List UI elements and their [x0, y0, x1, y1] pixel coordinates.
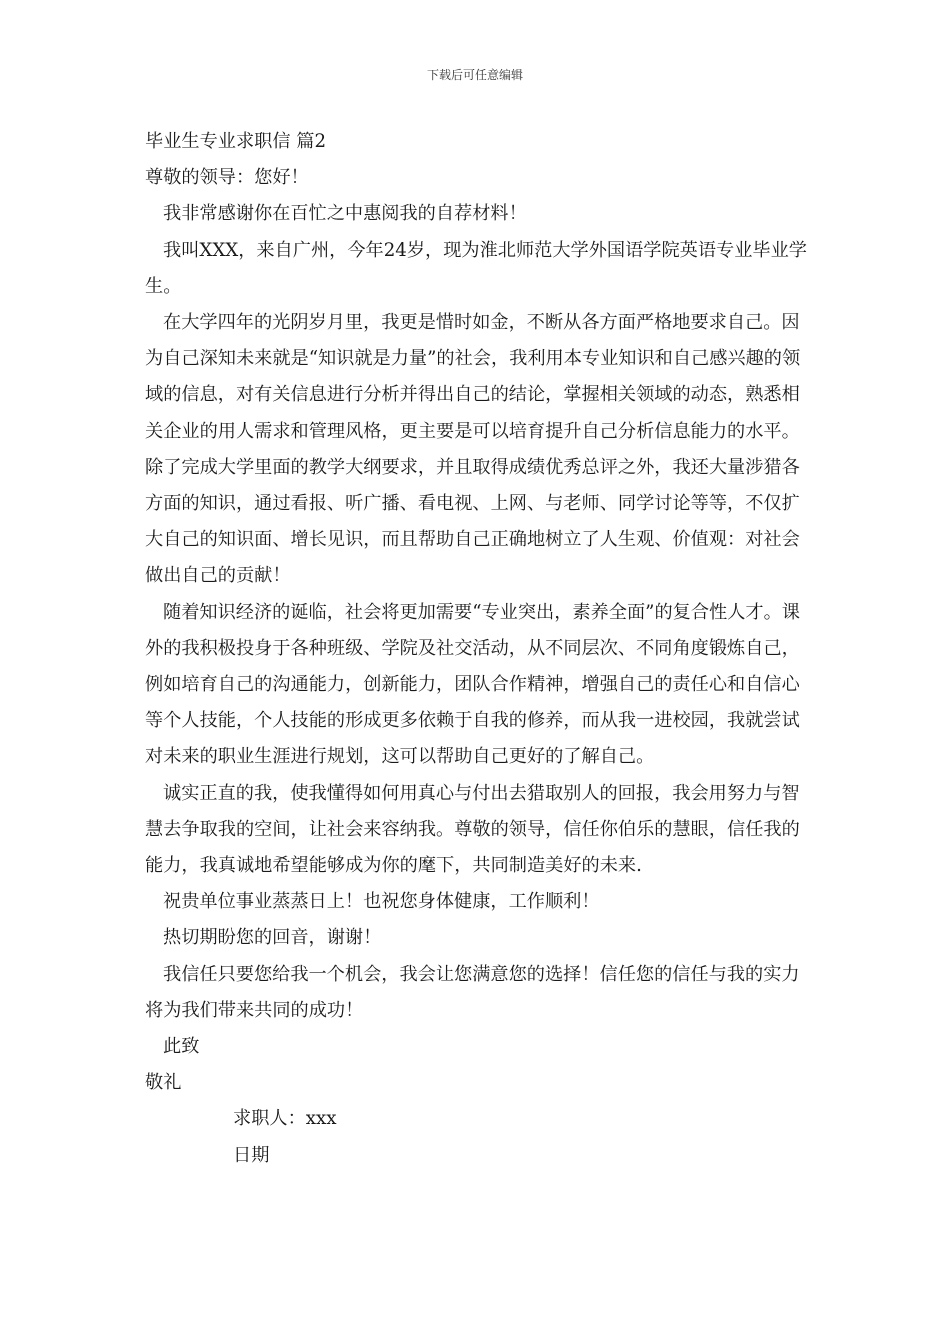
- letter-body: [145, 124, 810, 1174]
- paragraph-honesty: 诚实正直的我，使我懂得如何用真心与付出去猎取别人的回报，我会用努力与智慧去争取我的空间，让社会来容纳我。尊敬的领导，信任你伯乐的慧眼，信任我的能力，我真诚地希望能够成为你的麾下，共同制造美好的未来.: [145, 782, 800, 877]
- letter-greeting: 尊敬的领导：您好！: [145, 167, 309, 189]
- paragraph-trust: 我信任只要您给我一个机会，我会让您满意您的选择！信任您的信任与我的实力将为我们带来共同的成功！: [145, 963, 800, 1021]
- letter-title: 毕业生专业求职信 篇2: [145, 131, 327, 152]
- signature-applicant: 求职人：xxx: [233, 1108, 337, 1130]
- paragraph-wishes: 祝贵单位事业蒸蒸日上！也祝您身体健康，工作顺利！: [163, 891, 600, 913]
- paragraph-intro: 我叫XXX，来自广州，今年24岁，现为淮北师范大学外国语学院英语专业毕业学生。: [145, 239, 807, 297]
- letter-closing: 敬礼: [145, 1072, 182, 1094]
- header-note: 下载后可任意编辑: [426, 68, 523, 82]
- signature-date: 日期: [233, 1144, 270, 1166]
- paragraph-thanks: 我非常感谢你在百忙之中惠阅我的自荐材料！: [163, 203, 527, 225]
- paragraph-university: 在大学四年的光阴岁月里，我更是惜时如金，不断从各方面严格地要求自己。因为自己深知未来就是“知识就是力量”的社会，我利用本专业知识和自己感兴趣的领域的信息，对有关信息进行分析并得出自己的结论，掌握相关领域的动态，熟悉相关企业的用人需求和管理风格，更主要是可以培育提升自己分析信息能力的水平。除了完成大学里面的教学大纲要求，并且取得成绩优秀总评之外，我还大量涉猎各方面的知识，通过看报、听广播、看电视、上网、与老师、同学讨论等等，不仅扩大自己的知识面、增长见识，而且帮助自己正确地树立了人生观、价值观：对社会做出自己的贡献！: [145, 312, 801, 587]
- paragraph-cizhi: 此致: [163, 1036, 200, 1058]
- paragraph-awaiting: 热切期盼您的回音，谢谢！: [163, 927, 382, 949]
- paragraph-skills: 随着知识经济的诞临，社会将更加需要“专业突出，素养全面”的复合性人才。课外的我积极投身于各种班级、学院及社交活动，从不同层次、不同角度锻炼自己，例如培育自己的沟通能力，创新能力，团队合作精神，增强自己的责任心和自信心等个人技能，个人技能的形成更多依赖于自我的修养，而从我一进校园，我就尝试对未来的职业生涯进行规划，这可以帮助自己更好的了解自己。: [145, 601, 800, 768]
